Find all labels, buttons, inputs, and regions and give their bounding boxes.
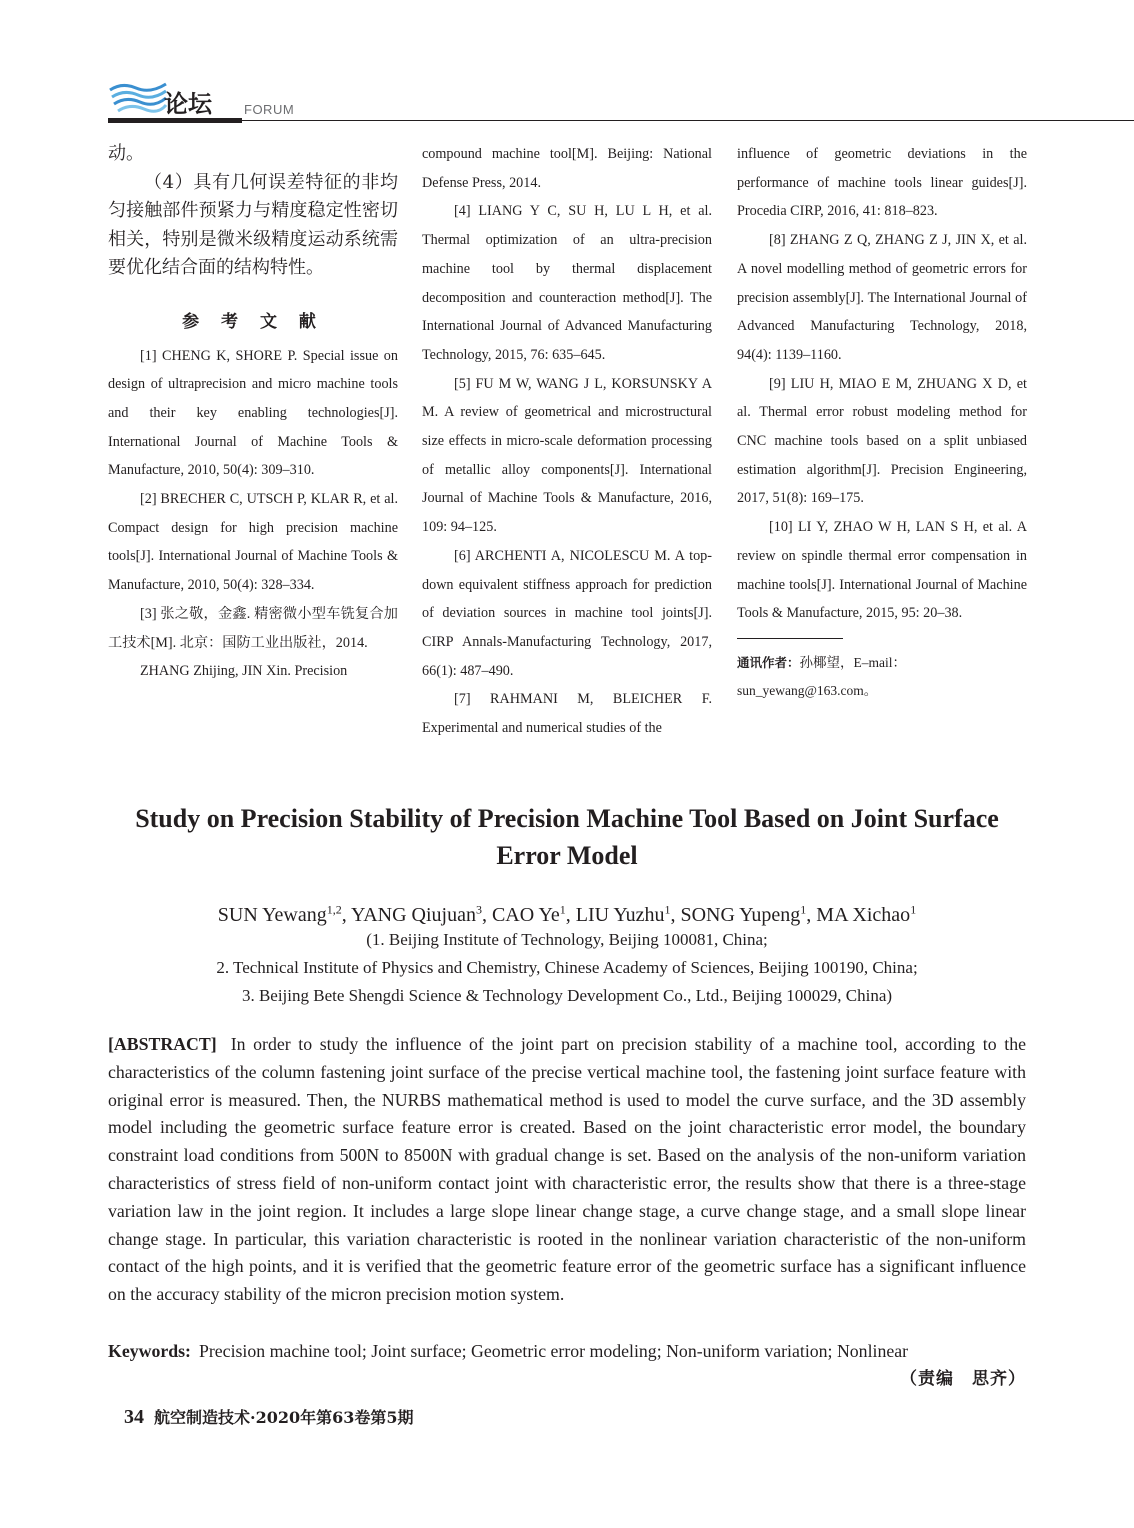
reference-10: [10] LI Y, ZHAO W H, LAN S H, et al. A review on spindle thermal error compensation in machine tools[J]. International Journal of Machine Tools & Manufacture, 2015, 95: 20–38. [737,519,1027,622]
reference-3-english-cont: compound machine tool[M]. Beijing: National Defense Press, 2014. [422,146,712,191]
reference-2: [2] BRECHER C, UTSCH P, KLAR R, et al. Compact design for high precision machine tools[J]. International Journal of Machine Tools & Manufacture, 2010, 50(4): 328–334. [108,491,398,594]
column-right [737,140,1027,705]
journal-info: 航空制造技术·2020年第63卷第5期 [154,1408,414,1427]
author-affiliation-mark: 3 [475,902,482,916]
reference-5: [5] FU M W, WANG J L, KORSUNSKY A M. A review of geometrical and microstructural size effects in micro-scale deformation processing of metallic alloy components[J]. International Journal of Machine Tools & Manufacture, 2016, 109: 94–125. [422,375,712,536]
header-rule-thick [108,118,242,123]
author-affiliation-mark: 1 [800,902,807,916]
reference-3: [3] 张之敬，金鑫. 精密微小型车铣复合加工技术[M]. 北京：国防工业出版社，2014. [108,605,398,651]
reference-8: [8] ZHANG Z Q, ZHANG Z J, JIN X, et al. A novel modelling method of geometric errors for precision assembly[J]. The International Journal of Advanced Manufacturing Technology, 2018, 94(4): 1139–1160. [737,232,1027,363]
author-affiliation-mark: 1 [910,902,917,916]
body-paragraph-4: （4）具有几何误差特征的非均匀接触部件预紧力与精度稳定性密切相关，特别是微米级精度运动系统需要优化结合面的结构特性。 [108,171,398,278]
author-name: SUN Yewang [217,903,327,926]
author-name: SONG Yupeng [680,903,801,926]
section-title-en: FORUM [244,102,295,117]
reference-7: [7] RAHMANI M, BLEICHER F. Experimental and numerical studies of the [422,691,712,737]
keywords [108,1337,1026,1365]
page-footer [124,1405,414,1429]
affiliation-2: 2. Technical Institute of Physics and Chemistry, Chinese Academy of Sciences, Beijing 100190, China; [216,958,918,977]
abstract [108,1031,1026,1309]
footnote-rule [737,638,843,639]
reference-4: [4] LIANG Y C, SU H, LU L H, et al. Thermal optimization of an ultra-precision machine tool by thermal displacement decomposition and counteraction method[J]. The International Journal of Advanced Manufacturing Technology, 2015, 76: 635–645. [422,203,712,363]
author-name: LIU Yuzhu [575,903,665,926]
reference-6: [6] ARCHENTI A, NICOLESCU M. A top-down equivalent stiffness approach for prediction of deviation sources in machine tool joints[J]. CIRP Annals-Manufacturing Technology, 2017, 66(1): 487–490. [422,547,712,679]
author-affiliation-mark: 1 [664,902,671,916]
author-name: CAO Ye [491,903,560,926]
english-title: Study on Precision Stability of Precision Machine Tool Based on Joint Surface Error Model [135,804,999,870]
reference-9: [9] LIU H, MIAO E M, ZHUANG X D, et al. Thermal error robust modeling method for CNC machine tools based on a split unbiased estimation algorithm[J]. Precision Engineering, 2017, 51(8): 169–175. [737,375,1027,507]
abstract-label: [ABSTRACT] [108,1034,217,1054]
keywords-label: Keywords: [108,1341,191,1361]
keywords-text: Precision machine tool; Joint surface; Geometric error modeling; Non-uniform variation; Nonlinear [198,1341,909,1361]
header-rule-thin [242,120,1134,121]
column-middle [422,140,712,743]
affiliation-3: 3. Beijing Bete Shengdi Science & Technology Development Co., Ltd., Beijing 100029, China) [241,986,893,1005]
corresponding-author-label: 通讯作者： [737,654,800,670]
corresponding-author [737,649,1027,705]
affiliation-1: (1. Beijing Institute of Technology, Beijing 100081, China; [366,930,768,949]
page-number: 34 [124,1406,144,1428]
body-paragraph-tail: 动。 [108,143,144,164]
corresponding-author-text: 孙椰望，E–mail：sun_yewang@163.com。 [737,654,907,698]
section-title-cn: 论坛 [164,90,212,118]
author-list-text: SUN Yewang$^{1,2}$, YANG Qiujuan$^3$, CAO Ye$^1$, LIU Yuzhu$^1$, SONG Yupeng$^1$, MA Xichao$^1$ [217,902,917,926]
wave-logo-icon [108,80,168,116]
reference-1: [1] CHENG K, SHORE P. Special issue on design of ultraprecision and micro machine tools and their key enabling technologies[J]. International Journal of Machine Tools & Manufacture, 2010, 50(4): 309–310. [108,347,398,479]
page-header [108,78,1134,126]
abstract-text: In order to study the influence of the joint part on precision stability of a machine tool, according to the characteristics of the column fastening joint surface of the precise vertical machine tool, the fastening joint surface feature with original error is measured. Then, the NURBS mathematical method is used to model the curve surface, and the 3D assembly model including the geometric surface feature error is created. Based on the joint characteristic error model, the boundary constraint load conditions from 500N to 8500N with gradual change is set. Based on the analysis of the non-uniform variation characteristics of stress field of non-uniform contact joint with characteristic error, the results show that there is a three-stage variation law in the joint region. It includes a large slope linear change stage, a curve change stage, and a small slope linear change stage. In particular, this variation characteristic is rooted in the nonlinear variation characteristic of the non-uniform contact of the high points, and it is verified that the geometric feature error of the geometric surface has a significant influence on the accuracy stability of the micron precision motion system. [108,1034,1026,1305]
references-heading: 参 考 文 献 [182,311,324,332]
author-name: YANG Qiujuan [350,903,476,926]
reference-7-cont: influence of geometric deviations in the performance of machine tools linear guides[J]. Procedia CIRP, 2016, 41: 818–823. [737,146,1027,220]
editor-note: （责编 思齐） [900,1369,1026,1389]
column-left [108,140,398,686]
author-name: MA Xichao [816,903,911,926]
author-list [108,894,1026,930]
author-affiliation-mark: 1,2 [326,902,342,916]
author-affiliation-mark: 1 [559,902,566,916]
reference-3-english: ZHANG Zhijing, JIN Xin. Precision [140,663,348,680]
